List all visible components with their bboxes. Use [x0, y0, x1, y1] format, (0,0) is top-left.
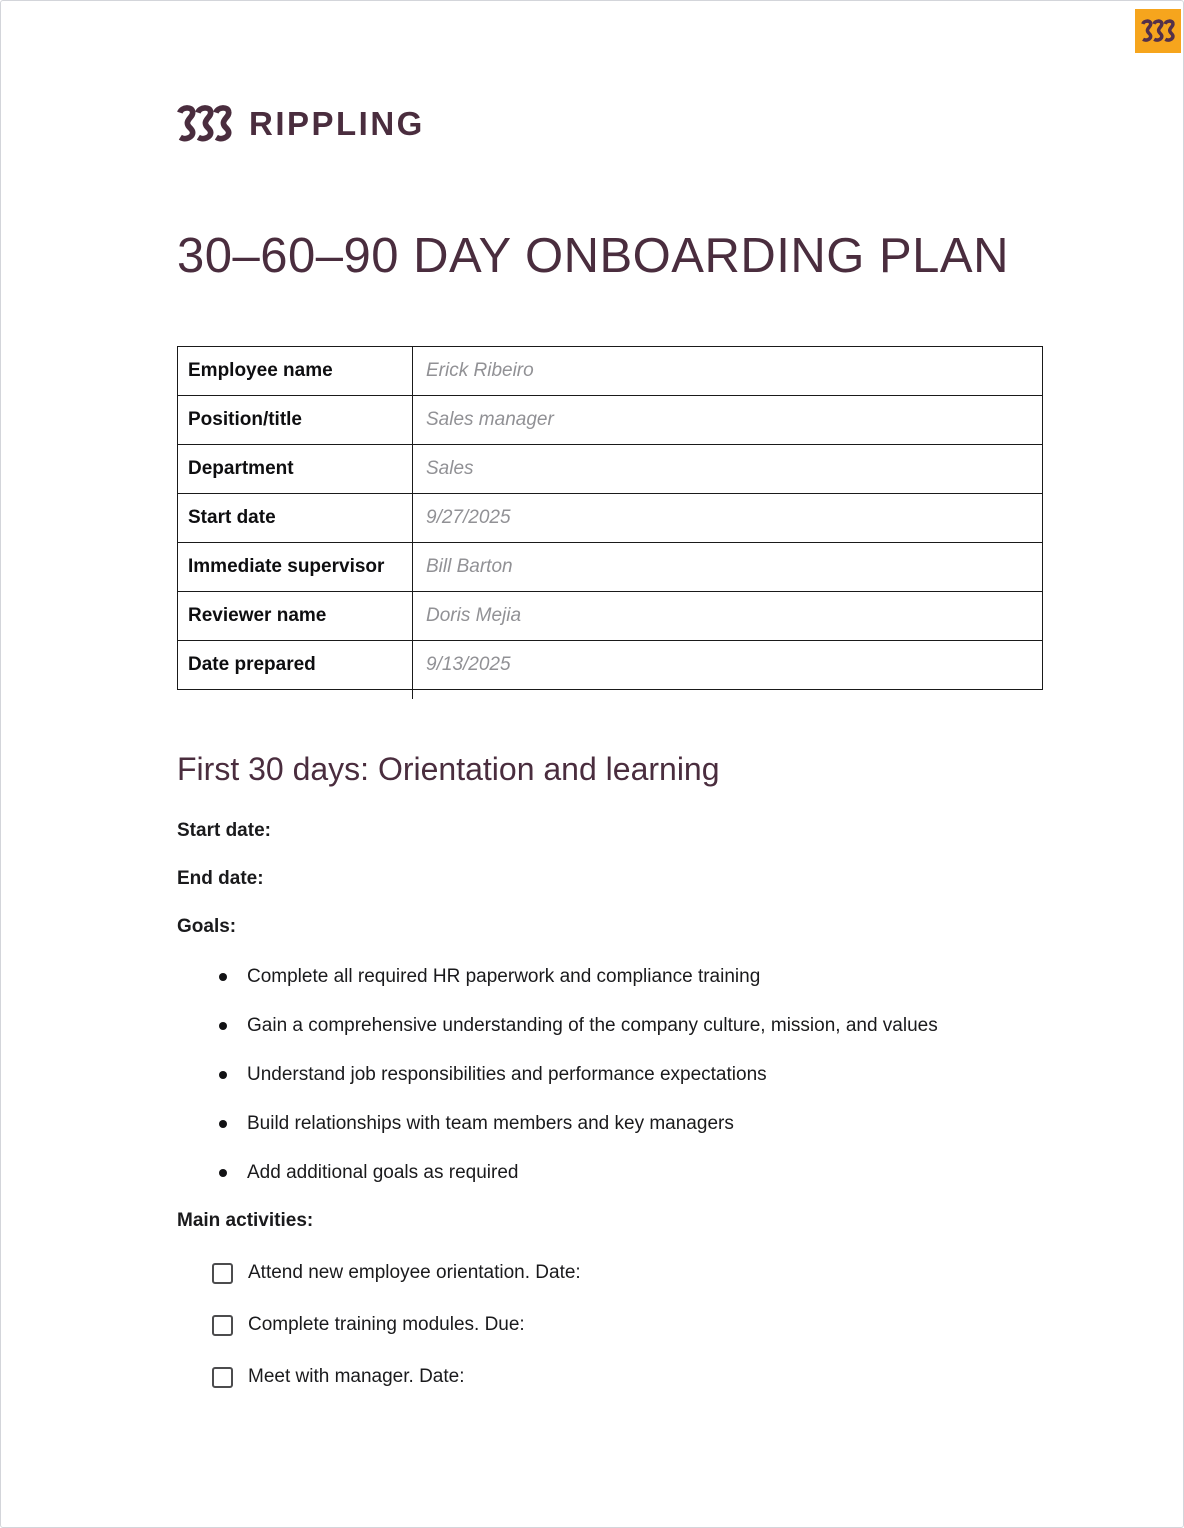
checkbox-meet-manager[interactable]: [212, 1367, 233, 1388]
goal-text: Build relationships with team members and key managers: [247, 1113, 734, 1134]
main-activities-label: Main activities:: [177, 1210, 314, 1231]
table-row: [178, 641, 1043, 690]
info-label: Position/title: [178, 396, 413, 445]
rippling-waves-icon: [177, 105, 232, 143]
goals-label: Goals:: [177, 916, 237, 937]
document-content: [1, 105, 1183, 1389]
bullet-icon: [219, 973, 227, 981]
list-item: [177, 1261, 1042, 1285]
section-heading-first-30-days: First 30 days: Orientation and learning: [177, 751, 720, 787]
rippling-logo-icon: [1141, 18, 1175, 44]
list-item: [177, 1112, 1042, 1136]
activities-checklist: [177, 1261, 1042, 1389]
end-date-label: End date:: [177, 868, 264, 889]
start-date-label: Start date:: [177, 820, 271, 841]
activity-text: Complete training modules. Due:: [248, 1314, 525, 1335]
bullet-icon: [219, 1169, 227, 1177]
table-row: [178, 347, 1043, 396]
info-value: 9/13/2025: [413, 641, 1043, 690]
table-row: [178, 445, 1043, 494]
info-value: Sales: [413, 445, 1043, 494]
info-label: Start date: [178, 494, 413, 543]
employee-info-table: [177, 346, 1043, 690]
table-row: [178, 494, 1043, 543]
activity-text: Attend new employee orientation. Date:: [248, 1262, 581, 1283]
goals-list: [177, 965, 1042, 1185]
rippling-wordmark: RIPPLING: [249, 105, 425, 142]
list-item: [177, 1014, 1042, 1038]
checkbox-complete-training[interactable]: [212, 1315, 233, 1336]
goal-text: Gain a comprehensive understanding of the company culture, mission, and values: [247, 1015, 938, 1036]
goal-text: Complete all required HR paperwork and compliance training: [247, 966, 761, 987]
info-label: Immediate supervisor: [178, 543, 413, 592]
bullet-icon: [219, 1120, 227, 1128]
list-item: [177, 1313, 1042, 1337]
info-value: Erick Ribeiro: [413, 347, 1043, 396]
table-column-divider-tail: [412, 690, 413, 699]
goal-text: Add additional goals as required: [247, 1162, 519, 1183]
list-item: [177, 1161, 1042, 1185]
activity-text: Meet with manager. Date:: [248, 1366, 465, 1387]
checkbox-attend-orientation[interactable]: [212, 1263, 233, 1284]
table-row: [178, 543, 1043, 592]
info-value: Sales manager: [413, 396, 1043, 445]
goal-text: Understand job responsibilities and performance expectations: [247, 1064, 767, 1085]
bullet-icon: [219, 1071, 227, 1079]
info-label: Reviewer name: [178, 592, 413, 641]
list-item: [177, 965, 1042, 989]
bullet-icon: [219, 1022, 227, 1030]
corner-brand-badge: [1135, 9, 1181, 53]
info-value: Doris Mejia: [413, 592, 1043, 641]
rippling-logo: [177, 105, 1042, 143]
list-item: [177, 1063, 1042, 1087]
info-value: 9/27/2025: [413, 494, 1043, 543]
table-row: [178, 592, 1043, 641]
document-title: 30–60–90 DAY ONBOARDING PLAN: [177, 229, 1009, 283]
table-row: [178, 396, 1043, 445]
info-label: Date prepared: [178, 641, 413, 690]
list-item: [177, 1365, 1042, 1389]
info-label: Employee name: [178, 347, 413, 396]
info-value: Bill Barton: [413, 543, 1043, 592]
info-label: Department: [178, 445, 413, 494]
